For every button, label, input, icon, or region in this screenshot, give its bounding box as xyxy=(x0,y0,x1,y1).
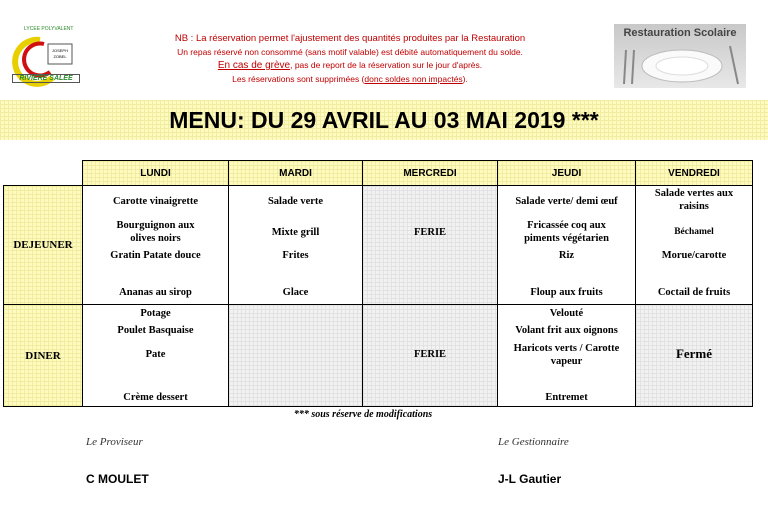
plate-icon xyxy=(614,40,746,88)
diner-vendredi: Fermé xyxy=(635,304,753,407)
row-label-dejeuner: DEJEUNER xyxy=(3,185,83,305)
footnote: *** sous réserve de modifications xyxy=(293,409,433,420)
header-lundi: LUNDI xyxy=(82,160,229,186)
title-band xyxy=(0,100,768,140)
header-mercredi: MERCREDI xyxy=(362,160,498,186)
diner-mardi xyxy=(228,304,363,407)
dejeuner-jeudi: Salade verte/ demi œuf Fricassée coq aux piments végétarien Riz Floup aux fruits xyxy=(497,185,636,305)
proviseur-name: C MOULET xyxy=(86,472,149,486)
row-label-diner: DINER xyxy=(3,304,83,407)
notice-line-3: En cas de grève, pas de report de la réservation sur le jour d'après. xyxy=(217,60,483,71)
page-title: MENU: DU 29 AVRIL AU 03 MAI 2019 *** xyxy=(169,106,599,133)
school-logo: LYCEE POLYVALENT JOSEPH ZOBEL RIVIERE SALEE xyxy=(10,26,90,88)
restauration-banner: Restauration Scolaire xyxy=(614,24,746,88)
gestionnaire-name: J-L Gautier xyxy=(498,472,562,486)
diner-jeudi: Velouté Volant frit aux oignons Haricots verts / Carotte vapeur Entremet xyxy=(497,304,636,407)
dejeuner-mercredi: FERIE xyxy=(362,185,498,305)
dejeuner-lundi: Carotte vinaigrette Bourguignon aux olives noirs Gratin Patate douce Ananas au sirop xyxy=(82,185,229,305)
notice-line-2: Un repas réservé non consommé (sans motif valable) est débité automatiquement du solde. xyxy=(177,47,523,57)
diner-mercredi: FERIE xyxy=(362,304,498,407)
header-mardi: MARDI xyxy=(228,160,363,186)
notice-line-4: Les réservations sont supprimées (donc soldes non impactés). xyxy=(232,74,468,84)
dejeuner-mardi: Salade verte Mixte grill Frites Glace xyxy=(228,185,363,305)
proviseur-label: Le Proviseur xyxy=(86,436,143,448)
gestionnaire-label: Le Gestionnaire xyxy=(498,436,569,448)
dejeuner-vendredi: Salade vertes aux raisins Béchamel Morue/carotte Coctail de fruits xyxy=(635,185,753,305)
diner-lundi: Potage Poulet Basquaise Pate Crème dessert xyxy=(82,304,229,407)
header-vendredi: VENDREDI xyxy=(635,160,753,186)
header-jeudi: JEUDI xyxy=(497,160,636,186)
notice-line-1: NB : La réservation permet l'ajustement des quantités produites par la Restauration xyxy=(174,33,526,44)
